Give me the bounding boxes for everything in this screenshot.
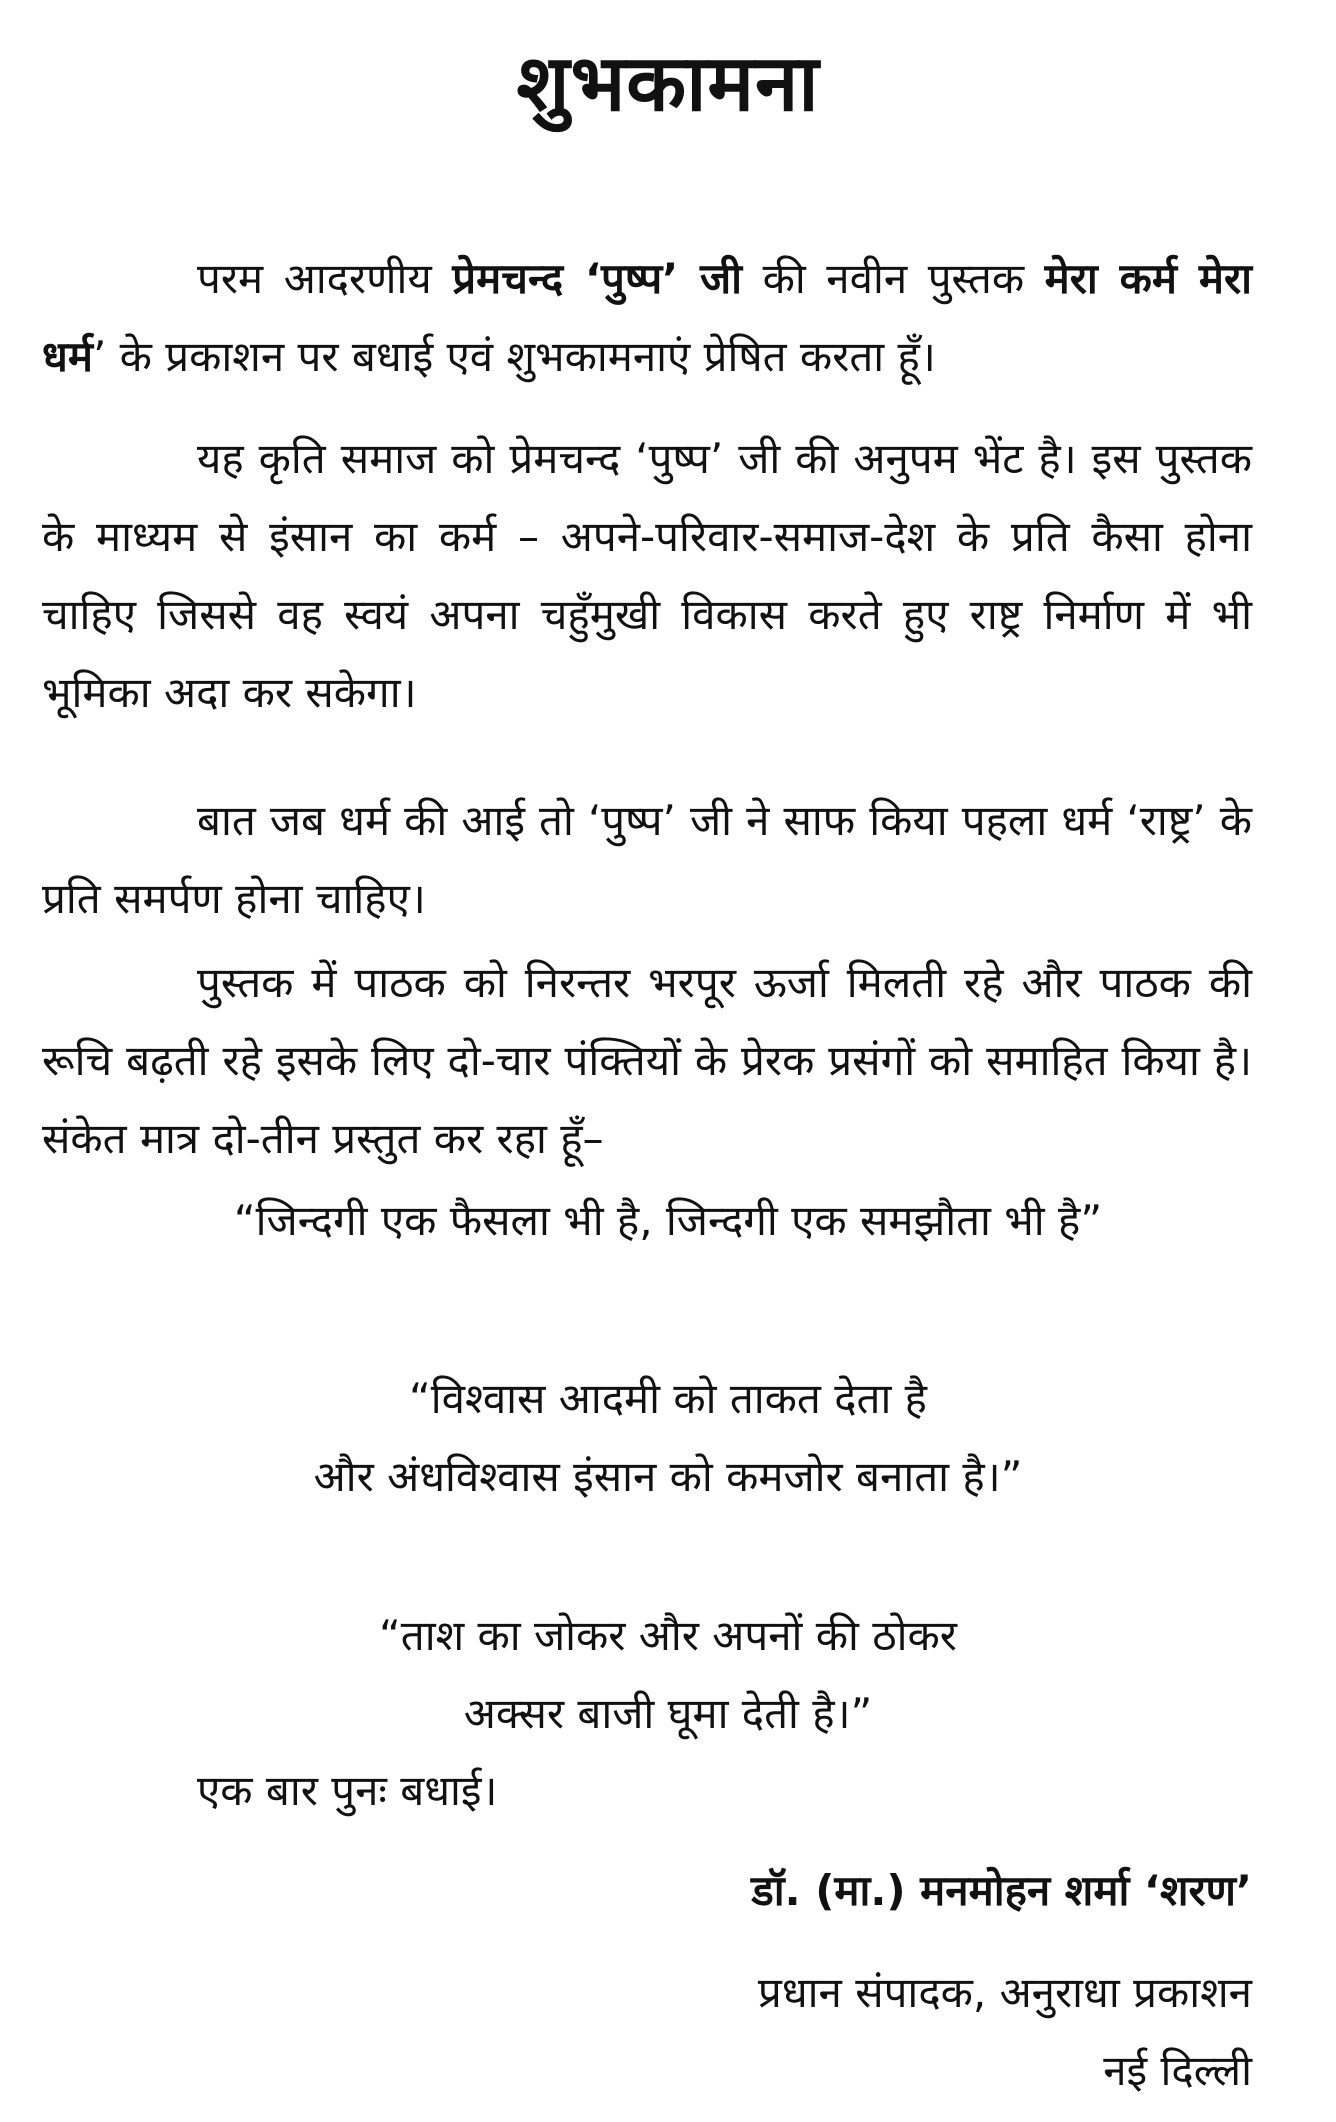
- quote-2: [0, 1360, 1336, 1516]
- closing-line: एक बार पुनः बधाई।: [197, 1766, 498, 1815]
- paragraph-3: [42, 782, 1252, 938]
- paragraph-1: [42, 240, 1252, 396]
- paragraph-1-text: [42, 240, 1252, 396]
- quote-3: [0, 1597, 1336, 1753]
- quote-3-line-2: अक्सर बाजी घूमा देती है।”: [463, 1689, 873, 1738]
- page-title: शुभकामना: [516, 39, 820, 129]
- quote-2-line-1: “विश्वास आदमी को ताकत देता है: [408, 1374, 927, 1423]
- quote-3-line-1: “ताश का जोकर और अपनों की ठोकर: [379, 1611, 957, 1660]
- signature-name: डॉ. (मा.) मनमोहन शर्मा ‘शरण’: [751, 1866, 1252, 1915]
- signature-details: [758, 1954, 1252, 2110]
- signature-city: नई दिल्ली: [1103, 2046, 1252, 2095]
- paragraph-1-part-3: ’ के प्रकाशन पर बधाई एवं शुभकामनाएं प्रेषित करता हूँ।: [92, 332, 936, 381]
- paragraph-2-text: यह कृति समाज को प्रेमचन्द ‘पुष्प’ जी की अनुपम भेंट है। इस पुस्तक के माध्यम से इंसान का कर्म – अपने-परिवार-समाज-देश के प्रति कैसा होना चाहिए जिससे वह स्वयं अपना चहुँमुखी विकास करते हुए राष्ट्र निर्माण में भी भूमिका अदा कर सकेगा।: [42, 434, 1252, 717]
- paragraph-2: [42, 420, 1252, 732]
- author-name-bold: प्रेमचन्द ‘पुष्प’ जी: [452, 254, 743, 303]
- paragraph-3-text: बात जब धर्म की आई तो ‘पुष्प’ जी ने साफ किया पहला धर्म ‘राष्ट्र’ के प्रति समर्पण होना चाहिए।: [42, 796, 1252, 923]
- signature-designation: प्रधान संपादक, अनुराधा प्रकाशन: [757, 1968, 1252, 2017]
- paragraph-4-text: पुस्तक में पाठक को निरन्तर भरपूर ऊर्जा मिलती रहे और पाठक की रूचि बढ़ती रहे इसके लिए दो-चार पंक्तियों के प्रेरक प्रसंगों को समाहित किया है। संकेत मात्र दो-तीन प्रस्तुत कर रहा हूँ–: [42, 958, 1252, 1163]
- quote-2-line-2: और अंधविश्वास इंसान को कमजोर बनाता है।”: [313, 1452, 1023, 1501]
- paragraph-1-part-1: परम आदरणीय: [197, 254, 453, 303]
- paragraph-1-part-2: की नवीन पुस्तक: [742, 254, 1045, 303]
- quote-1: [0, 1182, 1336, 1260]
- quote-1-line-1: “जिन्दगी एक फैसला भी है, जिन्दगी एक समझौता भी है”: [233, 1196, 1103, 1245]
- paragraph-4: [42, 944, 1252, 1178]
- book-title-bold: मेरा कर्म मेरा धर्म: [42, 254, 1252, 381]
